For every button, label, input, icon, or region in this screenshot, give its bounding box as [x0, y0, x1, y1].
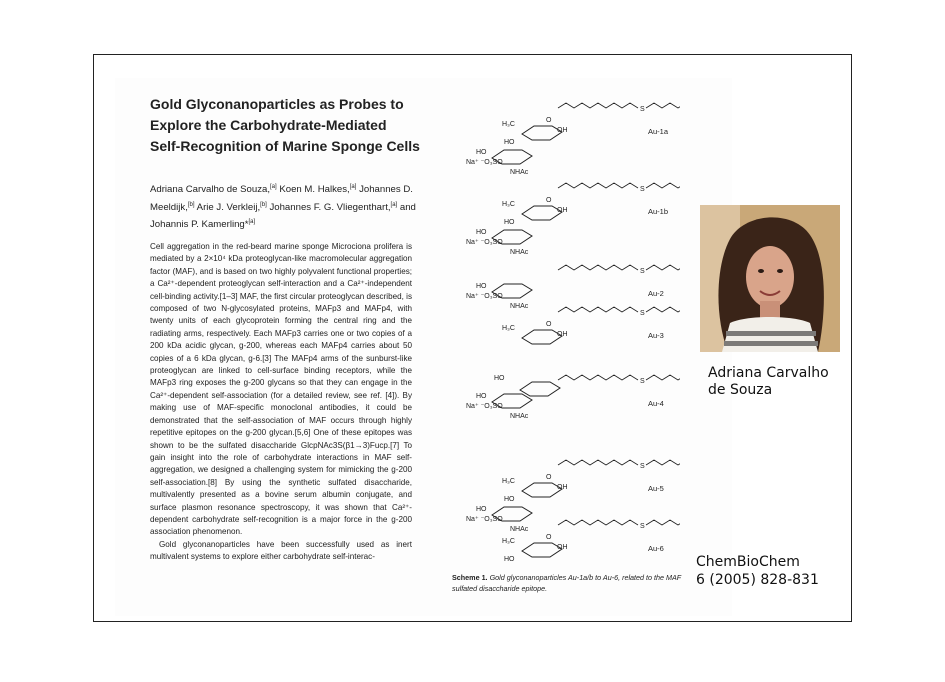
- author-name: Arie J. Verkleij,[b]: [196, 201, 267, 213]
- hydroxyl-label: HO: [504, 219, 515, 226]
- hydroxyl-label: OH: [557, 127, 568, 134]
- sulfate-label: Na⁺ ⁻O₃SO: [466, 516, 503, 523]
- author-name: and Johannis P. Kamerling*[a]: [150, 201, 416, 230]
- glucosamine-ring: [492, 284, 532, 298]
- linker-chain: [646, 265, 680, 270]
- hydroxyl-label: OH: [557, 484, 568, 491]
- hydroxyl-label: HO: [494, 375, 505, 382]
- photo-caption: Adriana Carvalho de Souza: [708, 365, 829, 398]
- journal-reference: 6 (2005) 828-831: [696, 572, 819, 588]
- author-name: Koen M. Halkes,[a]: [279, 184, 357, 196]
- ring-oxygen-label: O: [546, 117, 552, 124]
- linker-chain: [558, 375, 638, 380]
- fucose-ring: [522, 330, 562, 344]
- compound-label: Au-3: [648, 331, 664, 340]
- author-affiliation: [a]: [248, 218, 256, 225]
- author-affiliation: [b]: [187, 201, 195, 208]
- hydroxyl-label: HO: [476, 283, 487, 290]
- hydroxyl-label: OH: [557, 207, 568, 214]
- linker-chain: [646, 460, 680, 465]
- author-affiliation: [a]: [270, 184, 277, 190]
- linker-chain: [558, 520, 638, 525]
- methyl-label: H₃C: [502, 325, 515, 332]
- photo-eye: [758, 269, 764, 273]
- linker-chain: [558, 460, 638, 465]
- sulfate-label: Na⁺ ⁻O₃SO: [466, 159, 503, 166]
- sulfate-label: Na⁺ ⁻O₃SO: [466, 239, 503, 246]
- linker-chain: [646, 183, 680, 188]
- sulfur-label: S: [640, 378, 645, 385]
- fucose-ring: [522, 126, 562, 140]
- linker-chain: [646, 307, 680, 312]
- ring-oxygen-label: O: [546, 474, 552, 481]
- author-name: Johannes F. G. Vliegenthart,[a]: [269, 201, 398, 213]
- sulfate-label: Na⁺ ⁻O₃SO: [466, 293, 503, 300]
- hydroxyl-label: HO: [504, 556, 515, 563]
- hydroxyl-label: HO: [476, 229, 487, 236]
- scheme-caption-label: Scheme 1.: [452, 573, 488, 582]
- journal-name: ChemBioChem: [696, 554, 800, 570]
- article-body: [150, 241, 412, 564]
- linker-chain: [558, 265, 638, 270]
- hydroxyl-label: HO: [476, 506, 487, 513]
- compound-label: Au-4: [648, 399, 664, 408]
- sulfur-label: S: [640, 186, 645, 193]
- compound-label: Au-5: [648, 484, 664, 493]
- glucosamine-ring: [492, 230, 532, 244]
- ring-oxygen-label: O: [546, 321, 552, 328]
- methyl-label: H₃C: [502, 538, 515, 545]
- photo-shirt-stripe: [724, 341, 818, 346]
- glucosamine-ring: [492, 150, 532, 164]
- sulfur-label: S: [640, 463, 645, 470]
- linker-chain: [558, 103, 638, 108]
- photo-face: [746, 246, 794, 308]
- nhac-label: NHAc: [510, 526, 529, 533]
- author-affiliation: [a]: [349, 184, 357, 190]
- author-name: Johannes D. Meeldijk,[b]: [150, 184, 413, 213]
- nhac-label: NHAc: [510, 303, 529, 310]
- nhac-label: NHAc: [510, 413, 529, 420]
- nhac-label: NHAc: [510, 169, 529, 176]
- scheme-caption-text: Gold glyconanoparticles Au-1a/b to Au-6, related to the MAF sulfated disaccharide epitope.: [452, 573, 682, 593]
- compound-label: Au-1b: [648, 207, 669, 216]
- ring-oxygen-label: O: [546, 534, 552, 541]
- ring-oxygen-label: O: [546, 197, 552, 204]
- nhac-label: NHAc: [510, 249, 529, 256]
- sulfur-label: S: [640, 310, 645, 317]
- compound-label: Au-1a: [648, 127, 669, 136]
- hydroxyl-label: HO: [504, 496, 515, 503]
- methyl-label: H₃C: [502, 478, 515, 485]
- photo-eye: [777, 269, 783, 273]
- author-affiliation: [a]: [390, 201, 398, 208]
- glucosamine-ring: [492, 394, 532, 408]
- hydroxyl-label: HO: [476, 393, 487, 400]
- sulfur-label: S: [640, 268, 645, 275]
- fucose-ring: [522, 483, 562, 497]
- hydroxyl-label: OH: [557, 544, 568, 551]
- hydroxyl-label: HO: [476, 149, 487, 156]
- linker-chain: [646, 375, 680, 380]
- linker-chain: [646, 103, 680, 108]
- compound-label: Au-6: [648, 544, 664, 553]
- article-title: Gold Glyconanoparticles as Probes to Explore the Carbohydrate-Mediated Self-Recognition of Marine Sponge Cells: [150, 96, 420, 154]
- linker-chain: [646, 520, 680, 525]
- author-photo: [700, 205, 840, 352]
- body-paragraph-2: Gold glyconanoparticles have been successfully used as inert multivalent systems to explore either carbohydrate self-interac-: [150, 539, 412, 562]
- fucose-ring: [522, 543, 562, 557]
- linker-chain: [558, 307, 638, 312]
- body-paragraph-1: Cell aggregation in the red-beard marine sponge Microciona prolifera is mediated by a 2×10⁴ kDa proteoglycan-like macromolecular aggregation factor (MAF), and is based on two highly polyvalent functional properties; a Ca²⁺-dependent proteoglycan self-interaction and a Ca²⁺-independent cell-binding activity.[1–3] MAF, the first circular proteoglycan described, is composed of two N-glycosylated proteins, MAFp3 and MAFp4, with twenty units of each glycoprotein forming the central ring and the radiating arms, respectively. Each MAFp3 carries one or two copies of a 200 kDa acidic glycan, g-200, whereas each MAFp4 carries about 50 copies of a 6 kDa glycan, g-6.[3] The MAFp4 arms of the sunburst-like proteoglycan are linked to cell-surface binding receptors, while the MAFp3 ring exposes the g-200 glycans so that they can engage in the Ca²⁺-dependent self-association (for a detailed review, see ref. [4]). By making use of MAF-specific monoclonal antibodies, it could be demonstrated that the self-association of MAF occurs through highly repetitive epitopes on the g-200 glycan.[5,6] One of these epitopes was shown to be the sulfated disaccharide GlcpNAc3S(β1→3)Fucp.[7] To gain insight into the role of carbohydrate interactions in MAF self-aggregation, we designed a challenging system for mimicking the g-200 self-association.[8] By using the synthetic sulfated disaccharide, multivalently presented as a bovine serum albumin conjugate, and surface plasmon resonance spectroscopy, it was shown that Ca²⁺-dependent carbohydrate self-recognition is a major force in the g-200 association phenomenon.: [150, 242, 412, 537]
- methyl-label: H₃C: [502, 201, 515, 208]
- fucose-ring: [522, 206, 562, 220]
- sulfate-label: Na⁺ ⁻O₃SO: [466, 403, 503, 410]
- hydroxyl-label: HO: [504, 139, 515, 146]
- sulfur-label: S: [640, 106, 645, 113]
- methyl-label: H₃C: [502, 121, 515, 128]
- galactose-ring: [520, 382, 560, 396]
- hydroxyl-label: OH: [557, 331, 568, 338]
- scheme-caption: [452, 573, 684, 594]
- sulfur-label: S: [640, 523, 645, 530]
- compound-label: Au-2: [648, 289, 664, 298]
- glucosamine-ring: [492, 507, 532, 521]
- photo-shirt-stripe: [726, 331, 816, 336]
- author-list: [150, 180, 420, 232]
- linker-chain: [558, 183, 638, 188]
- author-name: Adriana Carvalho de Souza,[a]: [150, 184, 277, 196]
- author-affiliation: [b]: [260, 201, 267, 208]
- scheme-structures: [440, 86, 680, 566]
